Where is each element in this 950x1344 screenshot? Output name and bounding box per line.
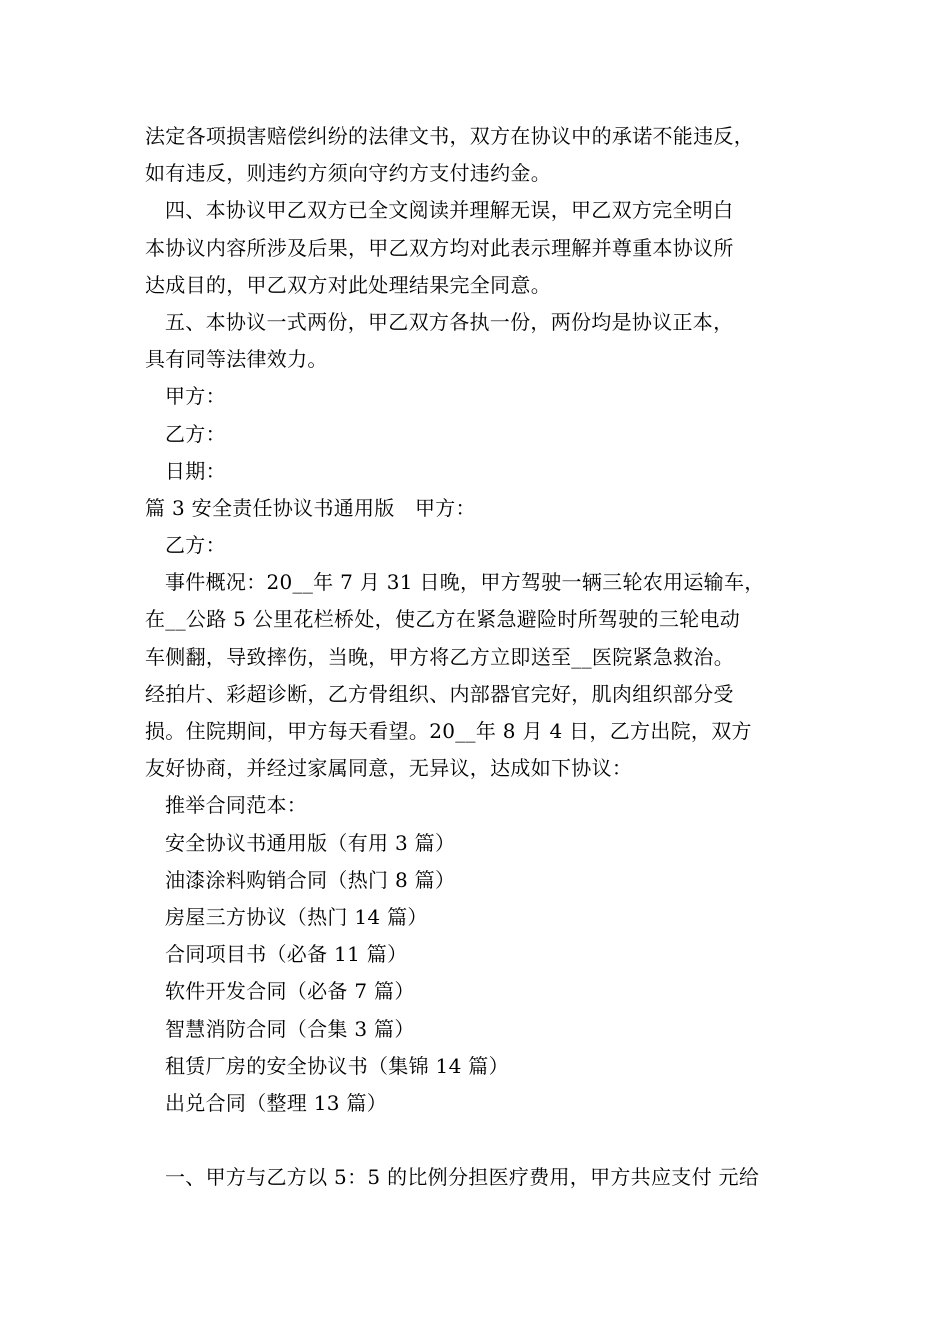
text-line: 损。住院期间，甲方每天看望。20__年 8 月 4 日，乙方出院，双方 [145,719,752,743]
date-label: 日期： [165,458,226,483]
party-a-label: 甲方： [165,384,226,409]
text-line: 本协议内容所涉及后果，甲乙双方均对此表示理解并尊重本协议所 [145,235,734,260]
text-line: 如有违反，则违约方须向守约方支付违约金。 [145,161,551,186]
recommendation-item: 出兑合同（整理 13 篇） [165,1090,388,1115]
party-b-label: 乙方： [165,533,226,558]
text-line: 五、本协议一式两份，甲乙双方各执一份，两份均是协议正本， [165,309,734,334]
recommendation-item: 房屋三方协议（热门 14 篇） [165,904,428,929]
recommendation-item: 软件开发合同（必备 7 篇） [165,979,415,1004]
text-line: 一、甲方与乙方以 5：5 的比例分担医疗费用，甲方共应支付 元给 [165,1165,760,1190]
text-line: 达成目的，甲乙双方对此处理结果完全同意。 [145,272,551,297]
text-line: 车侧翻，导致摔伤，当晚，甲方将乙方立即送至__医院紧急救治。 [145,644,734,669]
recommendation-item: 智慧消防合同（合集 3 篇） [165,1016,415,1041]
party-b-label: 乙方： [165,421,226,446]
text-line: 在__公路 5 公里花栏桥处，使乙方在紧急避险时所驾驶的三轮电动 [145,607,741,632]
recommendation-item: 油漆涂料购销合同（热门 8 篇） [165,867,456,892]
text-line: 具有同等法律效力。 [145,347,328,372]
text-line: 四、本协议甲乙双方已全文阅读并理解无误，甲乙双方完全明白 [165,198,734,223]
recommendation-item: 安全协议书通用版（有用 3 篇） [165,830,456,855]
text-line: 友好协商，并经过家属同意，无异议，达成如下协议： [145,756,633,781]
text-line: 法定各项损害赔偿纠纷的法律文书，双方在协议中的承诺不能违反， [145,124,754,148]
text-line: 经拍片、彩超诊断，乙方骨组织、内部器官完好，肌肉组织部分受 [145,681,734,706]
document-body [145,118,825,1196]
recommendation-item: 租赁厂房的安全协议书（集锦 14 篇） [165,1053,509,1078]
recommendation-item: 合同项目书（必备 11 篇） [165,942,408,967]
section-heading: 篇 3 安全责任协议书通用版 甲方： [145,495,476,520]
blank-line [145,1122,825,1159]
recommendations-heading: 推举合同范本： [165,793,308,818]
text-line: 事件概况：20__年 7 月 31 日晚，甲方驾驶一辆三轮农用运输车， [165,570,765,595]
